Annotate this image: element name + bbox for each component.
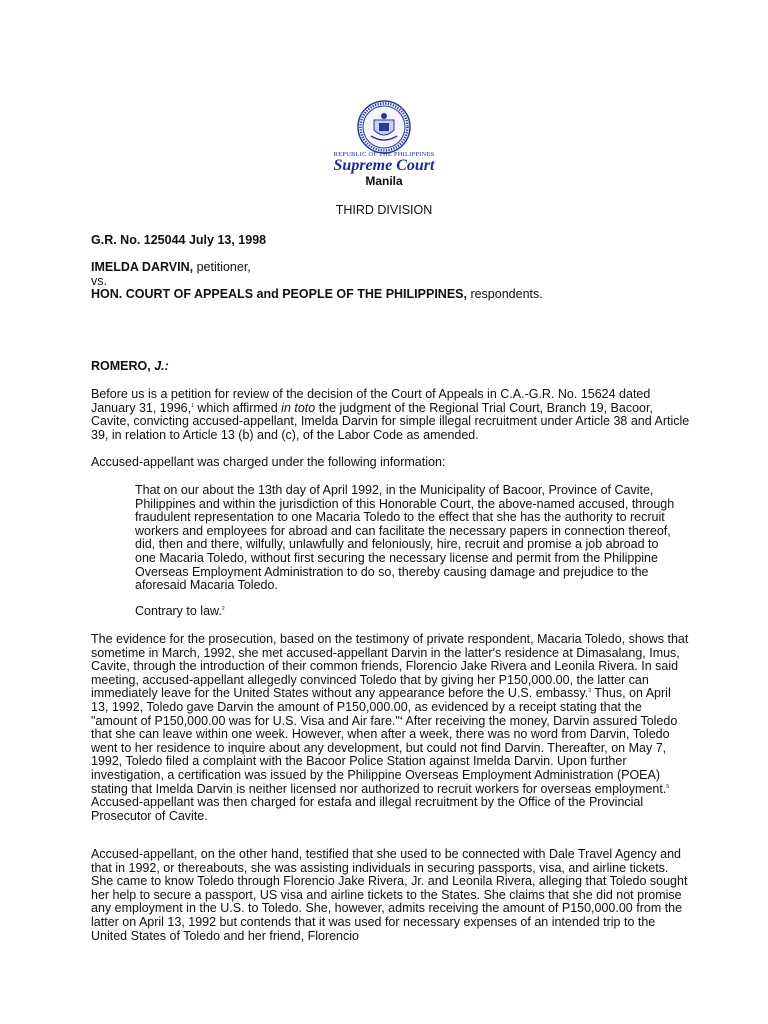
- quoted-information: That on our about the 13th day of April 1992, in the Municipality of Bacoor, Province of Cavite, Philippines and within the jurisdiction of this Honorable Court, the above-named accused, through fraudulent representation to one Macaria Toledo to the effect that she has the authority to recruit workers and employees for abroad and can facilitate the necessary papers in connection thereof, did, then and there, wilfully, unlawfully and feloniously, hire, recruit and promise a job abroad to one Macaria Toledo, without first securing the necessary license and permit from the Philippine Overseas Employment Administration to do so, thereby causing damage and prejudice to the aforesaid Macaria Toledo.: [135, 483, 675, 593]
- footnote-3[interactable]: 3: [588, 688, 592, 695]
- division-label: THIRD DIVISION: [335, 203, 433, 217]
- footnote-4[interactable]: 4: [399, 715, 403, 722]
- supreme-court-seal-icon: [357, 100, 411, 154]
- versus-label: vs.: [91, 273, 107, 288]
- footnote-5[interactable]: 5: [666, 783, 670, 790]
- respondent-line: [91, 288, 691, 302]
- paragraph-2: Accused-appellant was charged under the following information:: [91, 455, 446, 469]
- petitioner-role: petitioner,: [193, 260, 251, 274]
- parties: [91, 261, 691, 302]
- city-label: Manila: [365, 174, 403, 188]
- ponente: [91, 360, 691, 374]
- paragraph-1: Before us is a petition for review of the decision of the Court of Appeals in C.A.-G.R. No. 15624 dated January 31, 1996,$^1$ which affirmed in toto the judgment of the Regional Trial Court, Branch 19, Bacoor, Cavite, convicting accused-appellant, Imelda Darvin for simple illegal recruitment under Article 38 and Article 39, in relation to Article 13 (b) and (c), of the Labor Code as amended.: [91, 387, 690, 442]
- paragraph-3: The evidence for the prosecution, based on the testimony of private respondent, Macaria Toledo, shows that sometime in March, 1992, she met accused-appellant Darvin in the latter's residence at Dimasalang, Imus, Cavite, through the introduction of their common friends, Florencio Jake Rivera and Leonila Rivera. In said meeting, accused-appellant allegedly convinced Toledo that by giving her P150,000.00, the latter can immediately leave for the United States without any appearance before the U.S. embassy.$^3$ Thus, on April 13, 1992, Toledo gave Darvin the amount of P150,000.00, as evidenced by a receipt stating that the "amount of P150,000.00 was for U.S. Visa and Air fare."$^4$ After receiving the money, Darvin assured Toledo that she can leave within one week. However, when after a week, there was no word from Darvin, Toledo went to her residence to inquire about any development, but could not find Darvin. Thereafter, on May 7, 1992, Toledo filed a complaint with the Bacoor Police Station against Imelda Darvin. Upon further investigation, a certification was issued by the Philippine Overseas Employment Administration (POEA) stating that Imelda Darvin is neither licensed nor authorized to recruit workers for overseas employment.$^5$ Accused-appellant was then charged for estafa and illegal recruitment by the Office of the Provincial Prosecutor of Cavite.: [91, 632, 689, 823]
- supreme-court-title: Supreme Court: [333, 157, 435, 174]
- republic-label: REPUBLIC OF THE PHILIPPINES: [333, 151, 435, 158]
- ponente-title: J.:: [154, 359, 169, 373]
- ponente-name: ROMERO,: [91, 359, 155, 373]
- respondent-role: respondents.: [466, 287, 543, 302]
- contrary-to-law: Contrary to law.$^2$: [135, 604, 225, 618]
- petitioner-name: IMELDA DARVIN,: [91, 260, 194, 274]
- paragraph-4: Accused-appellant, on the other hand, testified that she used to be connected with Dale Travel Agency and that in 1992, or thereabouts, she was assisting individuals in securing passports, visa, and airline tickets. She came to know Toledo through Florencio Jake Rivera, Jr. and Leonila Rivera, alleging that Toledo sought her help to secure a passport, US visa and airline tickets to the States. She claims that she did not promise any employment in the U.S. to Toledo. She, however, admits receiving the amount of P150,000.00 from the latter on April 13, 1992 but contends that it was used for necessary expenses of an intended trip to the United States of Toledo and her friend, Florencio: [91, 847, 688, 943]
- footnote-1[interactable]: 1: [191, 402, 194, 409]
- petitioner-line: [91, 261, 691, 275]
- case-number: G.R. No. 125044 July 13, 1998: [91, 233, 267, 247]
- respondent-name: HON. COURT OF APPEALS and PEOPLE OF THE PHILIPPINES,: [91, 287, 467, 302]
- footnote-2[interactable]: 2: [221, 606, 225, 612]
